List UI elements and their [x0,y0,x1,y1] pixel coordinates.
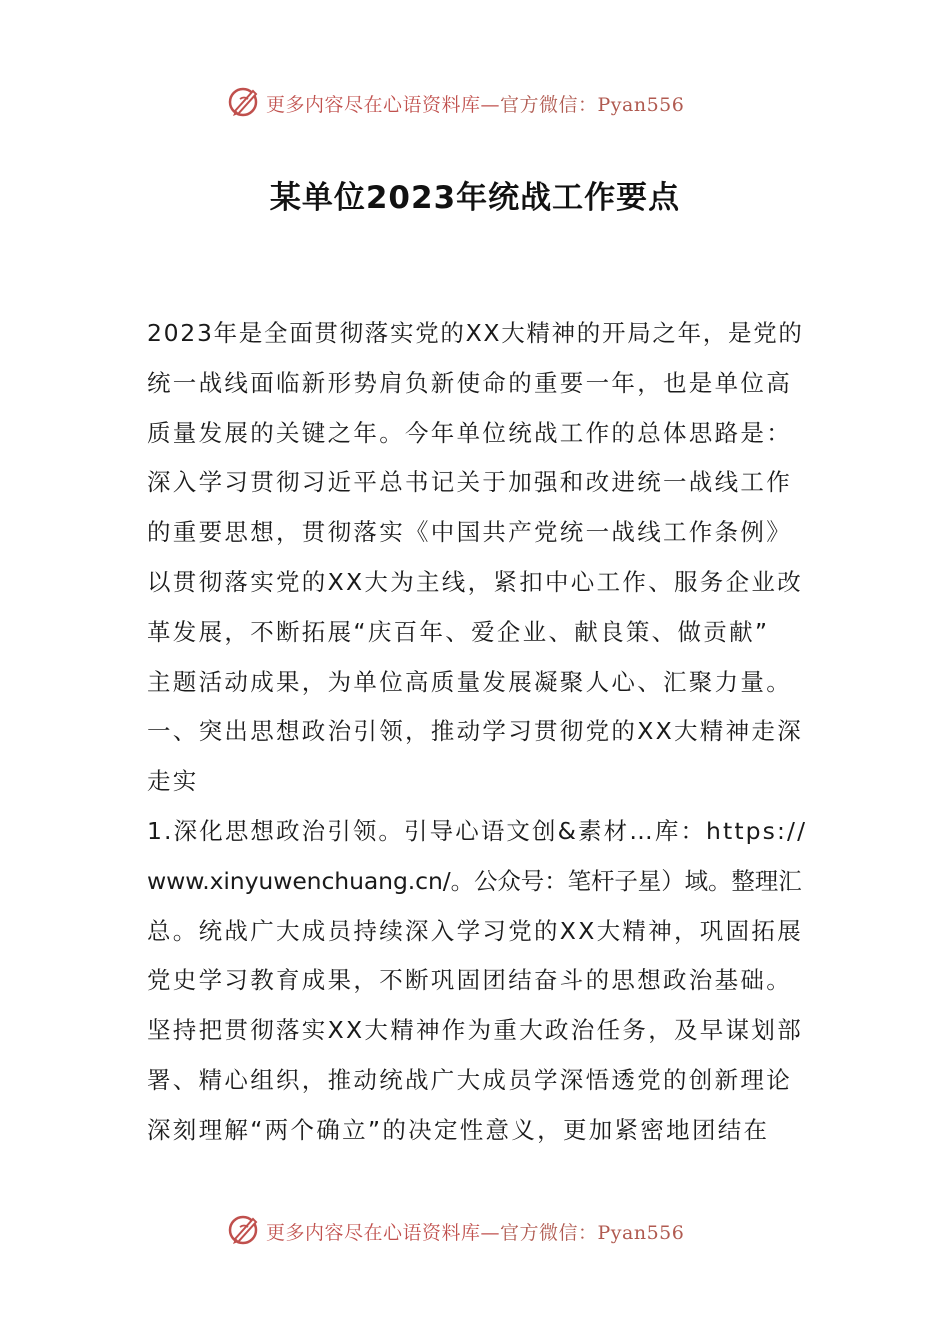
body-line: 署、精心组织，推动统战广大成员学深悟透党的创新理论 [147,1065,792,1094]
body-line: 的重要思想，贯彻落实《中国共产党统一战线工作条例》 [147,518,792,547]
banner-text: 更多内容尽在心语资料库—官方微信：Pyan556 [266,94,685,116]
body-line: 以贯彻落实党的XX大为主线，紧扣中心工作、服务企业改 [147,567,803,596]
body-line: 质量发展的关键之年。今年单位统战工作的总体思路是： [147,418,792,447]
body-line: 革发展，不断拓展“庆百年、爱企业、献良策、做贡献” [147,617,770,646]
body-line: 深刻理解“两个确立”的决定性意义，更加紧密地团结在 [147,1115,770,1144]
body-line: 党史学习教育成果，不断巩固团结奋斗的思想政治基础。 [147,966,792,995]
document-body [147,309,807,1156]
body-line: 1.深化思想政治引领。引导心语文创&素材…库：https:// [147,816,808,845]
section-heading: 走实 [147,767,199,796]
pen-logo-icon [226,84,262,120]
body-line: 2023年是全面贯彻落实党的XX大精神的开局之年，是党的 [147,319,804,347]
body-line: 主题活动成果，为单位高质量发展凝聚人心、汇聚力量。 [147,667,792,696]
body-line: 统一战线面临新形势肩负新使命的重要一年，也是单位高 [147,368,792,397]
banner-text: 更多内容尽在心语资料库—官方微信：Pyan556 [266,1222,685,1244]
header-banner [0,82,950,122]
section-heading: 一、突出思想政治引领，推动学习贯彻党的XX大精神走深 [147,717,803,746]
document-title: 某单位2023年统战工作要点 [269,180,681,216]
body-line: 深入学习贯彻习近平总书记关于加强和改进统一战线工作 [147,468,792,497]
body-line: 坚持把贯彻落实XX大精神作为重大政治任务，及早谋划部 [147,1016,803,1045]
pen-logo-icon [226,1212,262,1248]
footer-banner [0,1210,950,1250]
body-line: 总。统战广大成员持续深入学习党的XX大精神，巩固拓展 [147,916,803,945]
body-line: www.xinyuwenchuang.cn/。公众号：笔杆子星）域。整理汇 [147,866,802,895]
